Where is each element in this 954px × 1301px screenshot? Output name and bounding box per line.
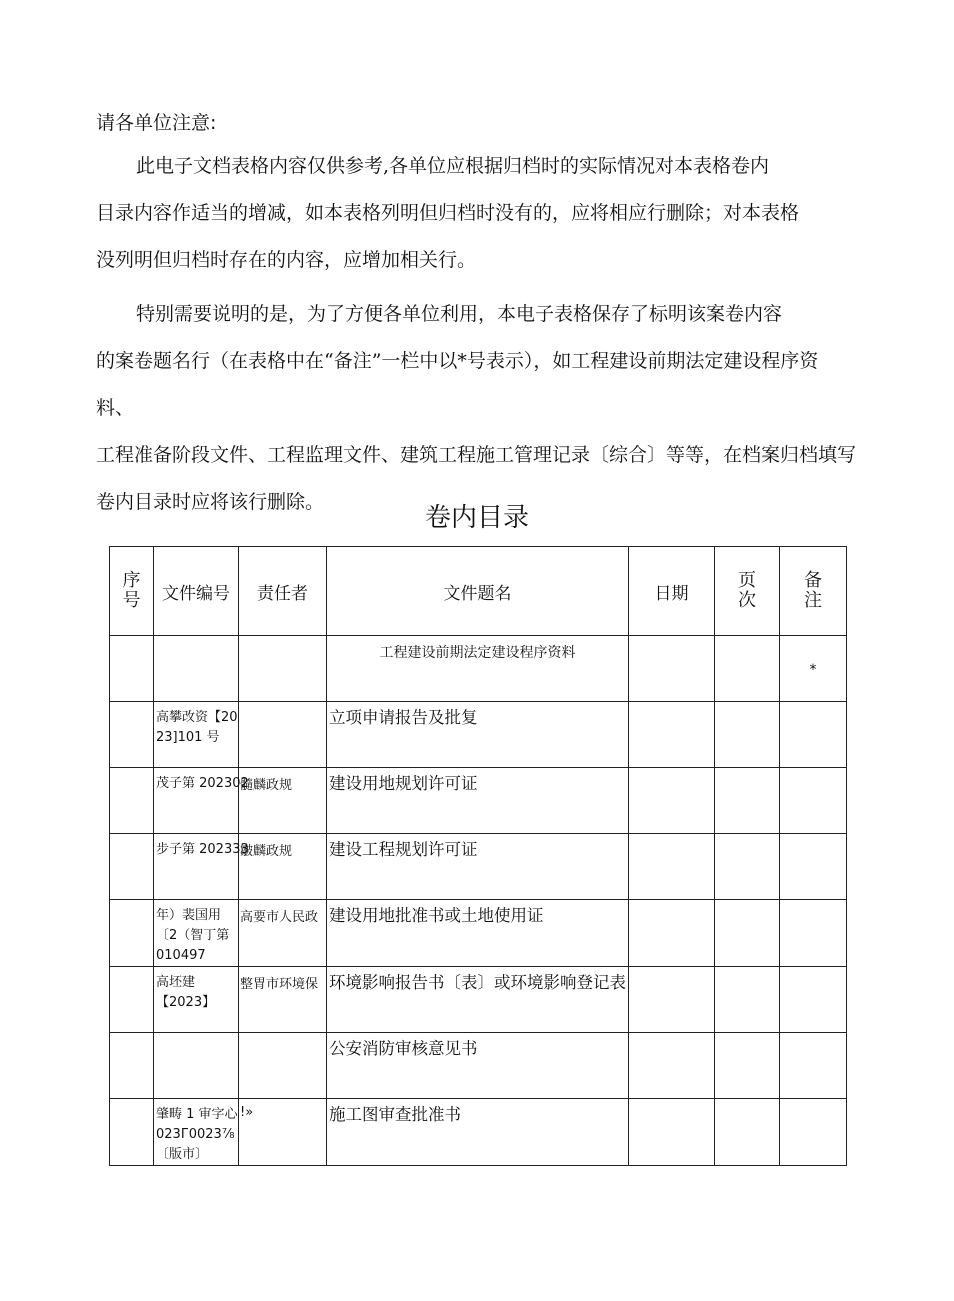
cell-doc-title	[327, 1033, 629, 1099]
cell-doc-number-text: 肇畴 1 审字心 023Г0023⅞ 〔版市〕	[156, 1107, 238, 1162]
cell-remarks	[780, 1099, 847, 1166]
cell-seq	[110, 768, 154, 834]
cell-doc-title	[327, 967, 629, 1033]
cell-doc-number	[154, 1099, 239, 1166]
table-header-row	[110, 547, 847, 636]
catalog-title: 卷内目录	[424, 503, 529, 533]
cell-responsible-text: 高要市人民政	[240, 910, 319, 925]
cell-remarks	[780, 834, 847, 900]
notice-heading: 请各单位注意:	[96, 112, 217, 134]
catalog-body	[110, 636, 847, 1166]
cell-doc-title	[327, 768, 629, 834]
cell-doc-number-text: 步子第 202333	[156, 842, 249, 857]
cell-remarks	[780, 1033, 847, 1099]
table-row	[110, 636, 847, 702]
header-doc-title: 文件题名	[327, 547, 629, 636]
cell-date	[629, 967, 715, 1033]
cell-pages	[715, 636, 780, 702]
header-date: 日期	[629, 547, 715, 636]
cell-doc-title	[327, 702, 629, 768]
remark-star: *	[809, 662, 817, 678]
header-remarks-char: 注	[804, 590, 822, 611]
table-row	[110, 702, 847, 768]
header-pages-char: 页	[738, 570, 756, 591]
paragraph-line: 卷内目录时应将该行删除。	[96, 491, 325, 513]
cell-pages	[715, 967, 780, 1033]
header-remarks-char: 备	[804, 570, 822, 591]
cell-responsible	[239, 900, 327, 967]
cell-pages	[715, 1099, 780, 1166]
header-seq	[110, 547, 154, 636]
doc-title-text: 环境影响报告书〔表〕或环境影响登记表	[329, 973, 626, 992]
cell-pages	[715, 1033, 780, 1099]
cell-pages	[715, 702, 780, 768]
cell-remarks	[780, 768, 847, 834]
cell-seq	[110, 1033, 154, 1099]
doc-title-text: 建设用地规划许可证	[329, 774, 478, 793]
cell-responsible-text: !»	[240, 1105, 254, 1120]
cell-doc-title	[327, 1099, 629, 1166]
cell-responsible	[239, 967, 327, 1033]
cell-doc-number-text: 年）裴国用 〔2（智丁第 010497	[156, 908, 230, 963]
notice-paragraph-1	[96, 143, 856, 284]
cell-doc-number	[154, 967, 239, 1033]
cell-date	[629, 1099, 715, 1166]
cell-seq	[110, 636, 154, 702]
doc-title-text: 立项申请报告及批复	[329, 708, 478, 727]
cell-date	[629, 768, 715, 834]
table-row	[110, 768, 847, 834]
cell-doc-number-text: 高攀改资【20 23]101 号	[156, 710, 238, 745]
table-row	[110, 834, 847, 900]
cell-seq	[110, 900, 154, 967]
header-remarks	[780, 547, 847, 636]
cell-seq	[110, 1099, 154, 1166]
doc-title-text: 建设工程规划许可证	[329, 840, 478, 859]
doc-title-text: 建设用地批准书或土地使用证	[329, 906, 544, 925]
cell-responsible	[239, 636, 327, 702]
cell-date	[629, 1033, 715, 1099]
paragraph-line: 没列明但归档时存在的内容，应增加相关行。	[96, 249, 477, 271]
table-row	[110, 900, 847, 967]
header-doc-number: 文件编号	[154, 547, 239, 636]
table-row	[110, 967, 847, 1033]
cell-responsible	[239, 834, 327, 900]
cell-doc-number	[154, 702, 239, 768]
cell-remarks	[780, 967, 847, 1033]
header-responsible: 责任者	[239, 547, 327, 636]
notice-paragraph-2	[96, 291, 856, 526]
cell-date	[629, 834, 715, 900]
cell-responsible-text: 皺麟政规	[240, 844, 293, 859]
cell-responsible	[239, 1033, 327, 1099]
cell-pages	[715, 900, 780, 967]
cell-seq	[110, 834, 154, 900]
header-seq-char: 号	[122, 590, 141, 611]
cell-pages	[715, 768, 780, 834]
table-row	[110, 1099, 847, 1166]
cell-doc-number-text: 高坯建 【2023】	[156, 975, 216, 1010]
cell-doc-number	[154, 768, 249, 834]
paragraph-line: 工程准备阶段文件、工程监理文件、建筑工程施工管理记录〔综合〕等等，在档案归档填写	[96, 444, 857, 466]
paragraph-line: 目录内容作适当的增减，如本表格列明但归档时没有的，应将相应行删除；对本表格	[96, 202, 800, 224]
doc-title-text: 公安消防审核意见书	[329, 1039, 478, 1058]
cell-responsible	[239, 1099, 327, 1166]
cell-responsible	[239, 702, 327, 768]
cell-doc-number-text: 茂子第 202302	[156, 776, 249, 791]
cell-doc-title	[327, 834, 629, 900]
doc-title-text: 工程建设前期法定建设程序资料	[379, 645, 576, 661]
cell-doc-number	[154, 1033, 239, 1099]
header-seq-char: 序	[122, 570, 141, 591]
cell-remarks	[780, 702, 847, 768]
cell-responsible-text: 整胃市环境保	[240, 977, 319, 992]
header-pages	[715, 547, 780, 636]
catalog-table	[109, 546, 847, 1166]
table-row	[110, 1033, 847, 1099]
cell-remarks	[780, 900, 847, 967]
cell-responsible-text: 髓麟政规	[240, 778, 293, 793]
cell-date	[629, 702, 715, 768]
cell-date	[629, 636, 715, 702]
cell-doc-number	[154, 636, 239, 702]
cell-responsible	[239, 768, 327, 834]
cell-doc-number	[154, 900, 239, 967]
cell-remarks	[780, 636, 847, 702]
cell-doc-title	[327, 636, 629, 702]
cell-doc-title	[327, 900, 629, 967]
header-pages-char: 次	[738, 590, 756, 611]
cell-doc-number	[154, 834, 249, 900]
paragraph-line: 的案卷题名行（在表格中在“备注”一栏中以*号表示），如工程建设前期法定建设程序资料、	[96, 350, 819, 419]
paragraph-line: 特别需要说明的是，为了方便各单位利用，本电子表格保存了标明该案卷内容	[136, 303, 783, 325]
doc-title-text: 施工图审查批准书	[329, 1105, 461, 1124]
cell-seq	[110, 967, 154, 1033]
cell-date	[629, 900, 715, 967]
paragraph-line: 此电子文档表格内容仅供参考,各单位应根据归档时的实际情况对本表格卷内	[136, 155, 770, 177]
cell-seq	[110, 702, 154, 768]
cell-pages	[715, 834, 780, 900]
